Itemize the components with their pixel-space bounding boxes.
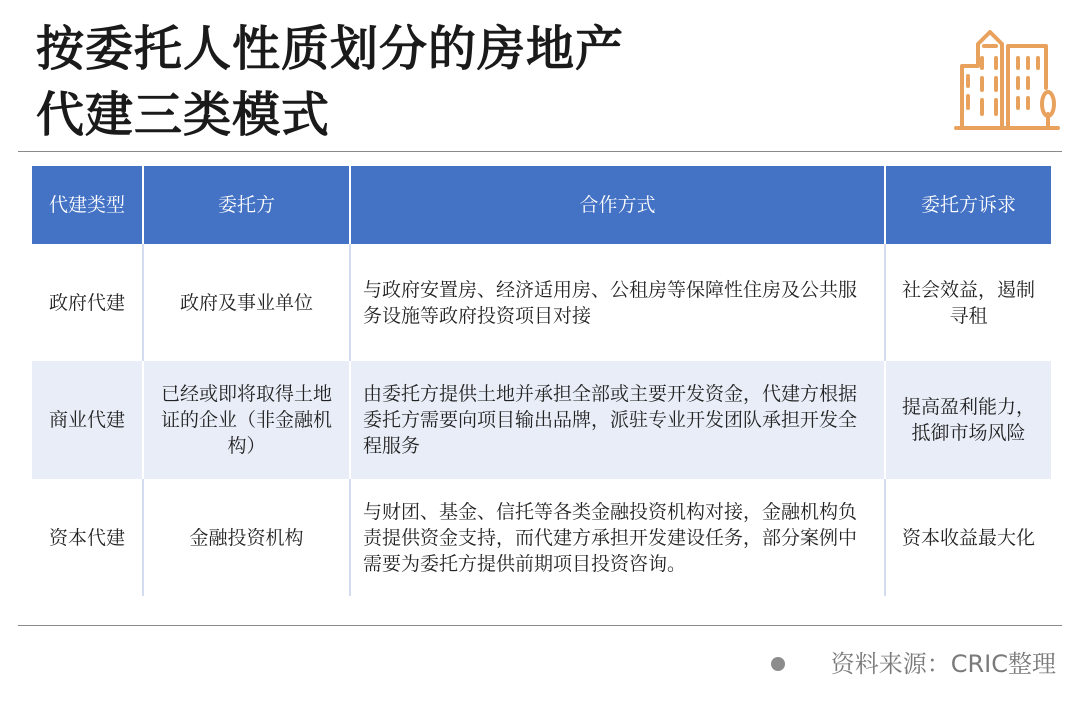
source-text: 资料来源：CRIC整理 [830, 650, 1056, 678]
delegated-construction-table [32, 166, 1051, 596]
cell-method: 与财团、基金、信托等各类金融投资机构对接，金融机构负责提供资金支持，而代建方承担开发建设任务，部分案例中需要为委托方提供前期项目投资咨询。 [350, 479, 885, 596]
cell-demand: 社会效益，遏制寻租 [885, 244, 1051, 361]
cell-client: 已经或即将取得土地证的企业（非金融机构） [143, 361, 350, 479]
header-client: 委托方 [143, 166, 350, 244]
header-method: 合作方式 [350, 166, 885, 244]
table-header-row [32, 166, 1051, 244]
table-row [32, 361, 1051, 479]
city-buildings-icon [952, 24, 1062, 134]
title-line-1: 按委托人性质划分的房地产 [36, 21, 625, 77]
source-note [771, 646, 1056, 682]
header-demand: 委托方诉求 [885, 166, 1051, 244]
cell-type: 资本代建 [32, 479, 143, 596]
top-divider [18, 151, 1062, 152]
cell-demand: 资本收益最大化 [885, 479, 1051, 596]
cell-demand: 提高盈利能力，抵御市场风险 [885, 361, 1051, 479]
cell-client: 政府及事业单位 [143, 244, 350, 361]
page-title [36, 16, 624, 148]
table-row [32, 479, 1051, 596]
title-line-2: 代建三类模式 [36, 87, 331, 143]
header-type: 代建类型 [32, 166, 143, 244]
cell-client: 金融投资机构 [143, 479, 350, 596]
cell-method: 与政府安置房、经济适用房、公租房等保障性住房及公共服务设施等政府投资项目对接 [350, 244, 885, 361]
cell-method: 由委托方提供土地并承担全部或主要开发资金，代建方根据委托方需要向项目输出品牌，派驻专业开发团队承担开发全程服务 [350, 361, 885, 479]
table-row [32, 244, 1051, 361]
cell-type: 商业代建 [32, 361, 143, 479]
cell-type: 政府代建 [32, 244, 143, 361]
bullet-dot-icon [771, 657, 785, 671]
bottom-divider [18, 625, 1062, 626]
